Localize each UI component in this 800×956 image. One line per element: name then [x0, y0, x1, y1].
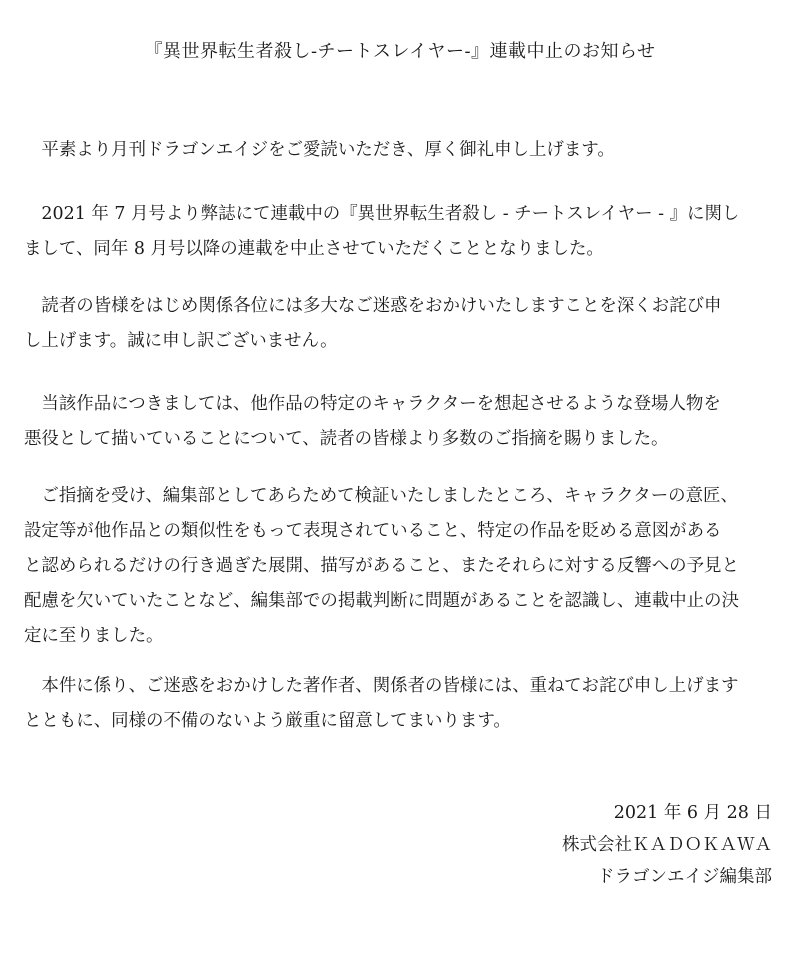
paragraph-line: 2021 年 7 月号より弊誌にて連載中の『異世界転生者殺し - チートスレイヤー - 』に関し [24, 204, 740, 224]
signature-department: ドラゴンエイジ編集部 [597, 867, 772, 887]
paragraph-greeting [24, 133, 784, 168]
paragraph-line: とともに、同様の不備のないよう厳重に留意してまいります。 [24, 711, 511, 731]
paragraph-discontinuation [24, 197, 784, 267]
paragraph-line: 読者の皆様をはじめ関係各位には多大なご迷惑をおかけいたしますことを深くお詫び申 [24, 296, 722, 316]
paragraph-line: 設定等が他作品との類似性をもって表現されていること、特定の作品を貶める意図がある [24, 521, 722, 541]
paragraph-review [24, 479, 784, 654]
paragraph-apology [24, 289, 784, 359]
signature-company: 株式会社ＫＡＤＯＫＡＷＡ [562, 835, 772, 855]
paragraph-line: まして、同年 8 月号以降の連載を中止させていただくこととなりました。 [24, 239, 604, 259]
announcement-title: 『異世界転生者殺し-チートスレイヤー-』連載中止のお知らせ [144, 41, 656, 62]
paragraph-line: 悪役として描いていることについて、読者の皆様より多数のご指摘を賜りました。 [24, 429, 669, 449]
paragraph-closing [24, 669, 784, 739]
paragraph-feedback [24, 387, 784, 457]
paragraph-line: ご指摘を受け、編集部としてあらためて検証いたしましたところ、キャラクターの意匠、 [24, 486, 738, 506]
paragraph-line: と認められるだけの行き過ぎた展開、描写があること、またそれらに対する反響への予見と [24, 556, 739, 576]
paragraph-line: 平素より月刊ドラゴンエイジをご愛読いただき、厚く御礼申し上げます。 [24, 140, 615, 160]
paragraph-line: 配慮を欠いていたことなど、編集部での掲載判断に問題があることを認識し、連載中止の決 [24, 591, 739, 611]
paragraph-line: 当該作品につきましては、他作品の特定のキャラクターを想起させるような登場人物を [24, 394, 721, 414]
signature-block [562, 797, 772, 893]
paragraph-line: し上げます。誠に申し訳ございません。 [24, 331, 338, 351]
paragraph-line: 定に至りました。 [24, 626, 164, 646]
paragraph-line: 本件に係り、ご迷惑をおかけした著作者、関係者の皆様には、重ねてお詫び申し上げます [24, 676, 739, 696]
signature-date: 2021 年 6 月 28 日 [613, 803, 772, 823]
